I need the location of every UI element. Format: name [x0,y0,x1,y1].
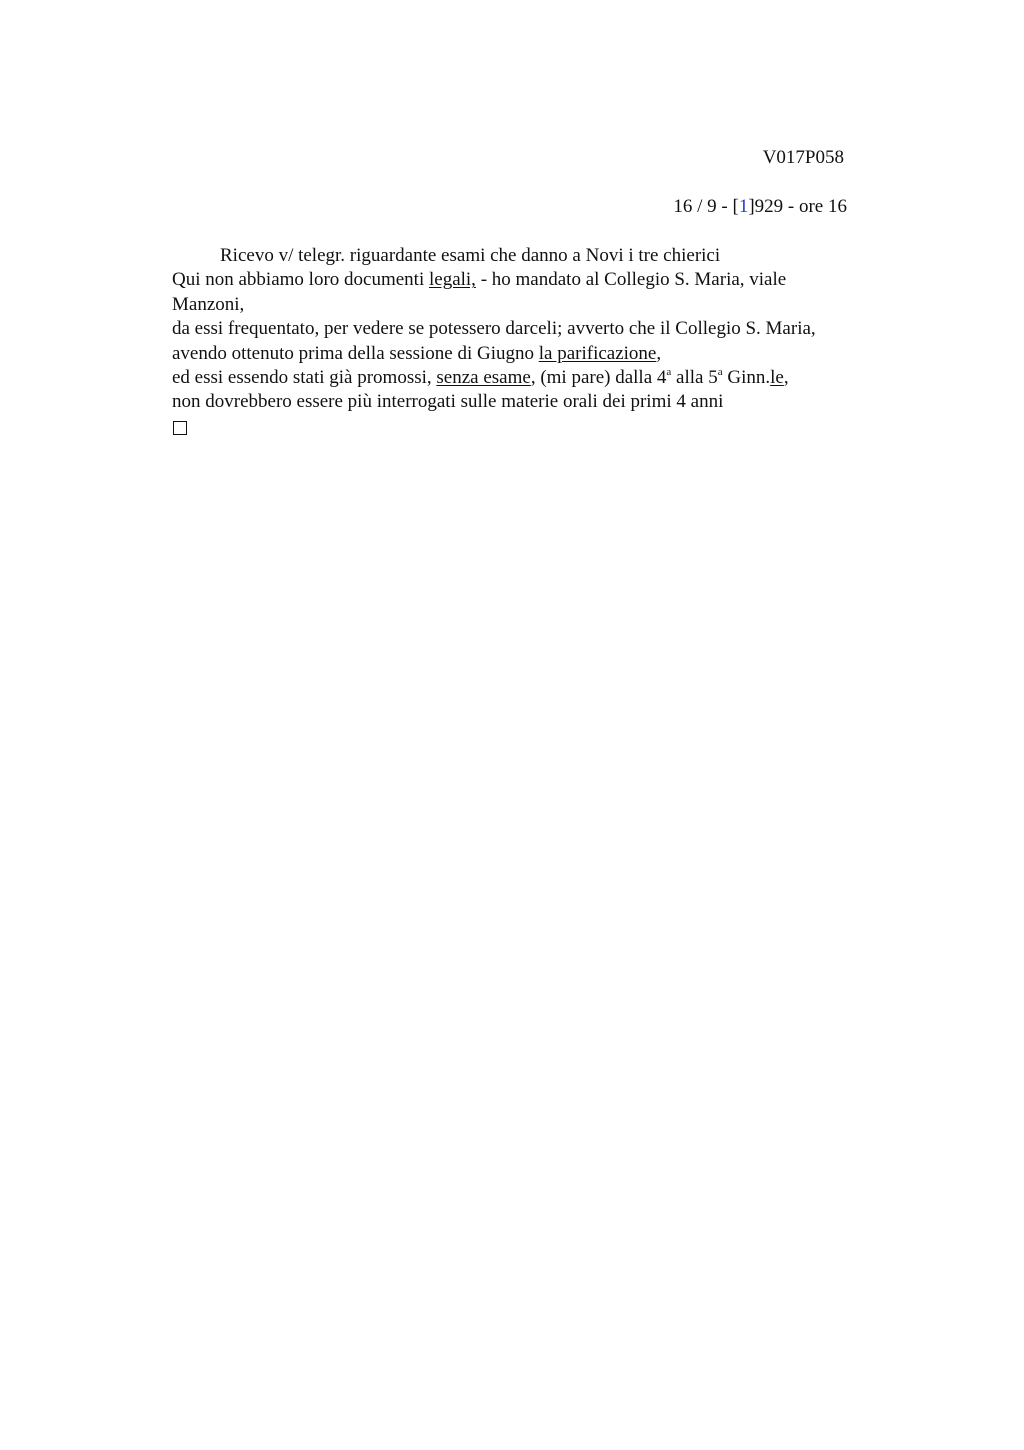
underlined-text: legali, [428,269,476,291]
text-run: alla 5 [671,367,718,389]
text-line [172,390,892,414]
underlined-text: la parificazione [538,342,657,364]
date-line [673,195,847,219]
text-run: Manzoni, [172,293,245,315]
text-run: Ricevo v/ telegr. riguardante esami che danno a Novi i tre chierici [220,245,721,266]
text-run: Qui non abbiamo loro documenti [172,269,429,291]
reference-code: V017P058 [762,147,844,168]
editorial-insertion: 1 [738,196,749,217]
text-run: ed essi essendo stati già promossi, [172,367,437,389]
text-line [172,268,892,292]
text-run: , [656,342,662,364]
text-line [172,317,892,341]
text-run: , [783,367,789,389]
text-run: , (mi pare) dalla 4 [530,367,667,389]
text-run: da essi frequentato, per vedere se potessero darceli; avverto che il Collegio S. Maria, [172,318,816,340]
letter-lines [172,244,892,415]
date-suffix: ]929 - ore 16 [748,196,847,217]
text-line [172,342,892,366]
text-run: Ginn. [722,367,771,389]
superscript-text: a [666,366,672,379]
underlined-text: le [770,367,784,389]
superscript-text: a [717,366,723,379]
text-line [172,244,892,268]
text-run: non dovrebbero essere più interrogati sulle materie orali dei primi 4 anni [172,391,724,413]
text-run: - ho mandato al Collegio S. Maria, viale [475,269,787,291]
underlined-text: senza esame [436,367,531,389]
end-of-text-box-icon [173,421,187,435]
date-prefix: 16 / 9 - [ [673,196,739,217]
text-line [172,293,892,317]
text-run: avendo ottenuto prima della sessione di Giugno [172,342,539,364]
letter-body [172,244,892,442]
text-line [172,366,892,390]
